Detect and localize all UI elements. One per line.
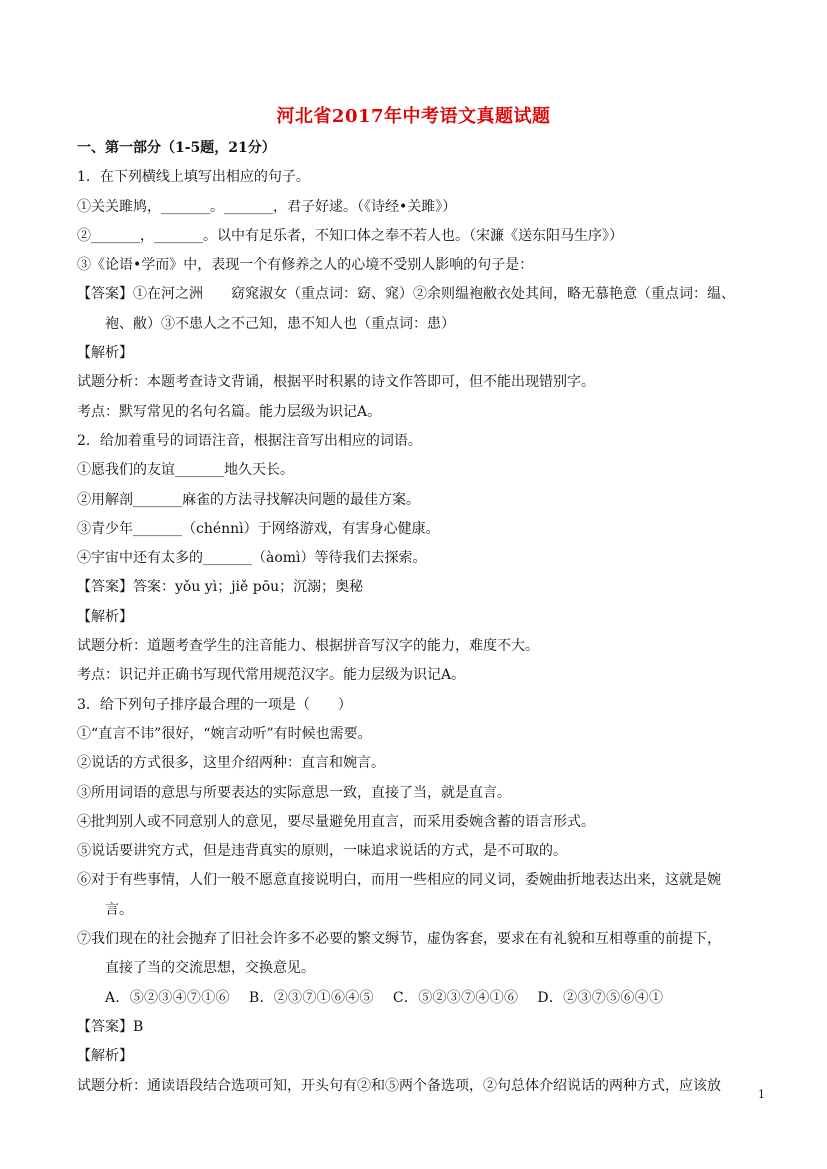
question-3-options: A．⑤②③④⑦①⑥ B．②③⑦①⑥④⑤ C．⑤②③⑦④①⑥ D．②③⑦⑤⑥④① — [105, 989, 664, 1006]
question-1-analysis-label: 【解析】 — [77, 345, 133, 362]
question-3-answer: 【答案】B — [77, 1018, 144, 1035]
question-1-item-3: ③《论语•学而》中，表现一个有修养之人的心境不受别人影响的句子是： — [77, 257, 534, 274]
question-1-item-1: ①关关雎鸠，_______。_______，君子好逑。（《诗经•关雎》） — [77, 198, 457, 215]
question-1-item-2: ②_______，_______。以中有足乐者，不知口体之奉不若人也。（宋濂《送东阳马生序》） — [77, 227, 623, 244]
question-2-item-2: ②用解剖_______麻雀的方法寻找解决问题的最佳方案。 — [77, 491, 420, 508]
question-2-analysis: 试题分析：道题考查学生的注音能力、根据拼音写汉字的能力，难度不大。 — [77, 638, 539, 655]
question-3-sentence-6: ⑥对于有些事情，人们一般不愿意直接说明白，而用一些相应的同义词，委婉曲折地表达出来，这就是婉 — [77, 872, 721, 889]
question-1-analysis: 试题分析：本题考查诗文背诵，根据平时积累的诗文作答即可，但不能出现错别字。 — [77, 374, 595, 391]
question-2-item-4: ④宇宙中还有太多的_______（àomì）等待我们去探索。 — [77, 550, 427, 567]
question-1-answer: 【答案】①在河之洲 窈窕淑女（重点词：窈、窕）②余则缊袍敝衣处其间，略无慕艳意（重点词：缊、 — [77, 286, 735, 303]
question-2-item-1: ①愿我们的友谊_______地久天长。 — [77, 462, 294, 479]
question-3-stem: 3．给下列句子排序最合理的一项是（ ） — [77, 696, 352, 713]
question-2-stem: 2．给加着重号的词语注音，根据注音写出相应的词语。 — [77, 432, 422, 449]
question-3-sentence-7-continued: 直接了当的交流思想，交换意见。 — [105, 960, 315, 977]
question-3-analysis: 试题分析：通读语段结合选项可知，开头句有②和⑤两个备选项，②句总体介绍说话的两种方式，应该放 — [77, 1077, 721, 1094]
question-1-stem: 1．在下列横线上填写出相应的句子。 — [77, 169, 310, 186]
question-1-answer-continued: 袍、敝）③不患人之不己知，患不知人也（重点词：患） — [105, 315, 455, 332]
document-body — [77, 134, 767, 1101]
question-3-analysis-label: 【解析】 — [77, 1048, 133, 1065]
question-1-exam-point: 考点：默写常见的名句名篇。能力层级为识记A。 — [77, 403, 382, 420]
question-3-sentence-1: ①“直言不讳”很好，“婉言动听”有时候也需要。 — [77, 725, 372, 742]
question-3-sentence-5: ⑤说话要讲究方式，但是违背真实的原则，一味追求说话的方式，是不可取的。 — [77, 843, 567, 860]
page-number: 1 — [758, 1088, 765, 1101]
question-2-exam-point: 考点：识记并正确书写现代常用规范汉字。能力层级为识记A。 — [77, 667, 466, 684]
question-2-analysis-label: 【解析】 — [77, 608, 133, 625]
question-3-sentence-3: ③所用词语的意思与所要表达的实际意思一致，直接了当，就是直言。 — [77, 784, 511, 801]
question-3-sentence-7: ⑦我们现在的社会抛弃了旧社会许多不必要的繁文缛节，虚伪客套，要求在有礼貌和互相尊重的前提下， — [77, 931, 721, 948]
question-2-item-3: ③青少年_______（chénnì）于网络游戏，有害身心健康。 — [77, 520, 440, 537]
question-2-answer: 【答案】答案：yǒu yì；jiě pōu；沉溺；奥秘 — [77, 579, 364, 596]
question-3-sentence-6-continued: 言。 — [105, 901, 133, 918]
document-title: 河北省2017年中考语文真题试题 — [276, 106, 551, 127]
section-heading: 一、第一部分（1-5题，21分） — [77, 140, 276, 156]
question-3-sentence-4: ④批判别人或不同意别人的意见，要尽量避免用直言，而采用委婉含蓄的语言形式。 — [77, 813, 595, 830]
question-3-sentence-2: ②说话的方式很多，这里介绍两种：直言和婉言。 — [77, 755, 385, 772]
